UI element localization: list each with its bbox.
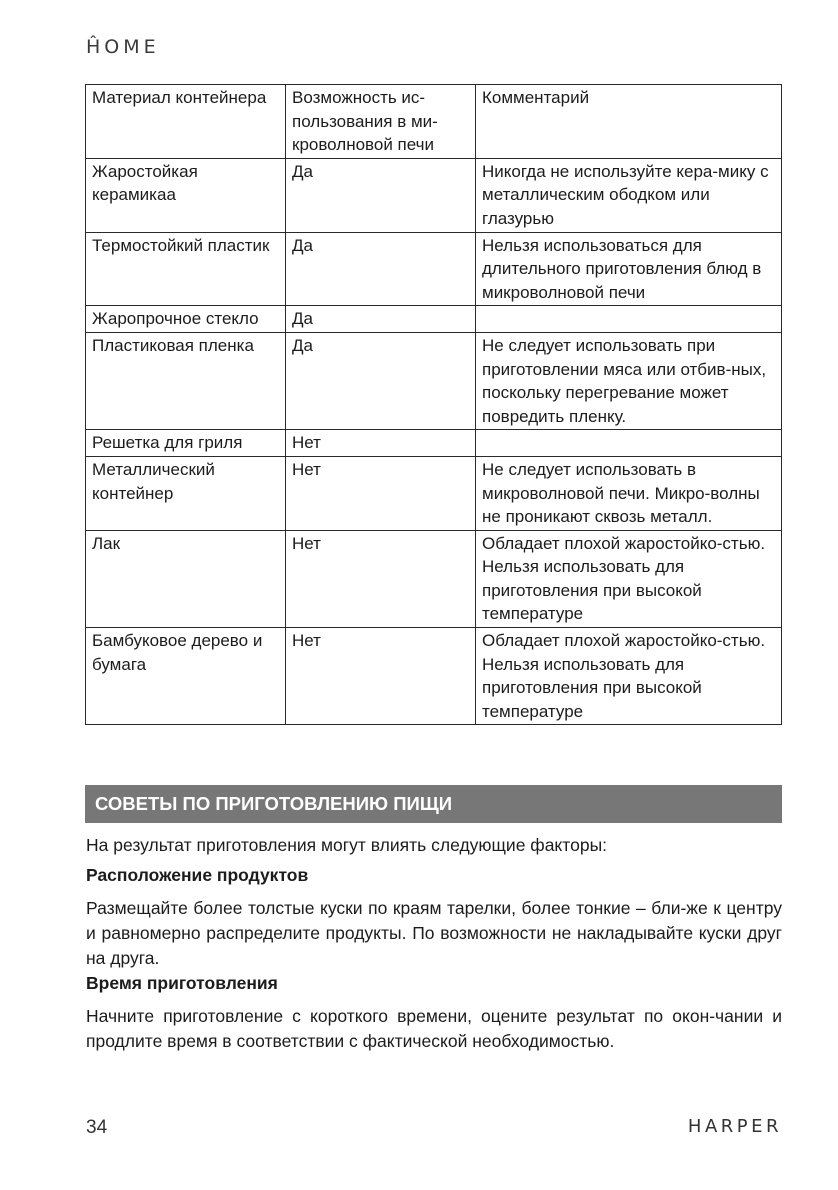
cell-comment bbox=[476, 430, 782, 457]
section-title-bar: СОВЕТЫ ПО ПРИГОТОВЛЕНИЮ ПИЩИ bbox=[85, 785, 782, 823]
table-row bbox=[86, 158, 782, 232]
cell-usable: Да bbox=[286, 306, 476, 333]
table-row bbox=[86, 530, 782, 627]
header-material: Материал контейнера bbox=[86, 85, 286, 159]
cell-usable: Да bbox=[286, 158, 476, 232]
paragraph-cooking-time: Начните приготовление с короткого времени, оцените результат по окон-чании и продлите время в соответствии с фактической необходимостью. bbox=[86, 1006, 782, 1051]
cell-comment: Обладает плохой жаростойко-стью. Нельзя использовать для приготовления при высокой температуре bbox=[476, 628, 782, 725]
heading-placement: Расположение продуктов bbox=[86, 865, 309, 885]
header-comment: Комментарий bbox=[476, 85, 782, 159]
cell-usable: Да bbox=[286, 332, 476, 429]
materials-table bbox=[85, 84, 782, 725]
cell-comment: Обладает плохой жаростойко-стью. Нельзя использовать для приготовления при высокой температуре bbox=[476, 530, 782, 627]
table-row bbox=[86, 232, 782, 306]
cell-comment: Нельзя использоваться для длительного приготовления блюд в микроволновой печи bbox=[476, 232, 782, 306]
cell-comment: Никогда не используйте кера-мику с металлическим ободком или глазурью bbox=[476, 158, 782, 232]
cell-usable: Нет bbox=[286, 430, 476, 457]
table-row bbox=[86, 456, 782, 530]
cell-material: Лак bbox=[86, 530, 286, 627]
cell-usable: Нет bbox=[286, 628, 476, 725]
cell-material: Жаропрочное стекло bbox=[86, 306, 286, 333]
cell-material: Жаростойкая керамикаа bbox=[86, 158, 286, 232]
table-row bbox=[86, 332, 782, 429]
intro-text: На результат приготовления могут влиять следующие факторы: bbox=[86, 835, 608, 855]
table-row bbox=[86, 628, 782, 725]
cell-material: Бамбуковое дерево и бумага bbox=[86, 628, 286, 725]
cell-usable: Нет bbox=[286, 530, 476, 627]
cell-material: Металлический контейнер bbox=[86, 456, 286, 530]
cell-material: Решетка для гриля bbox=[86, 430, 286, 457]
table-row bbox=[86, 306, 782, 333]
paragraph-placement: Размещайте более толстые куски по краям тарелки, более тонкие – бли-же к центру и равномерно распределите продукты. По возможности не накладывайте куски друг на друга. bbox=[86, 898, 782, 968]
cell-comment: Не следует использовать при приготовлении мяса или отбив-ных, поскольку перегревание может повредить пленку. bbox=[476, 332, 782, 429]
table-row bbox=[86, 430, 782, 457]
heading-cooking-time: Время приготовления bbox=[86, 973, 278, 993]
brand-logo: HARPER bbox=[687, 1116, 782, 1137]
page-number: 34 bbox=[86, 1117, 108, 1138]
cell-material: Термостойкий пластик bbox=[86, 232, 286, 306]
table-header-row bbox=[86, 85, 782, 159]
home-logo: ĤOME bbox=[86, 36, 160, 58]
cell-material: Пластиковая пленка bbox=[86, 332, 286, 429]
cell-comment bbox=[476, 306, 782, 333]
cell-usable: Нет bbox=[286, 456, 476, 530]
header-usable: Возможность ис-пользования в ми-кроволновой печи bbox=[286, 85, 476, 159]
cell-usable: Да bbox=[286, 232, 476, 306]
cell-comment: Не следует использовать в микроволновой печи. Микро-волны не проникают сквозь металл. bbox=[476, 456, 782, 530]
